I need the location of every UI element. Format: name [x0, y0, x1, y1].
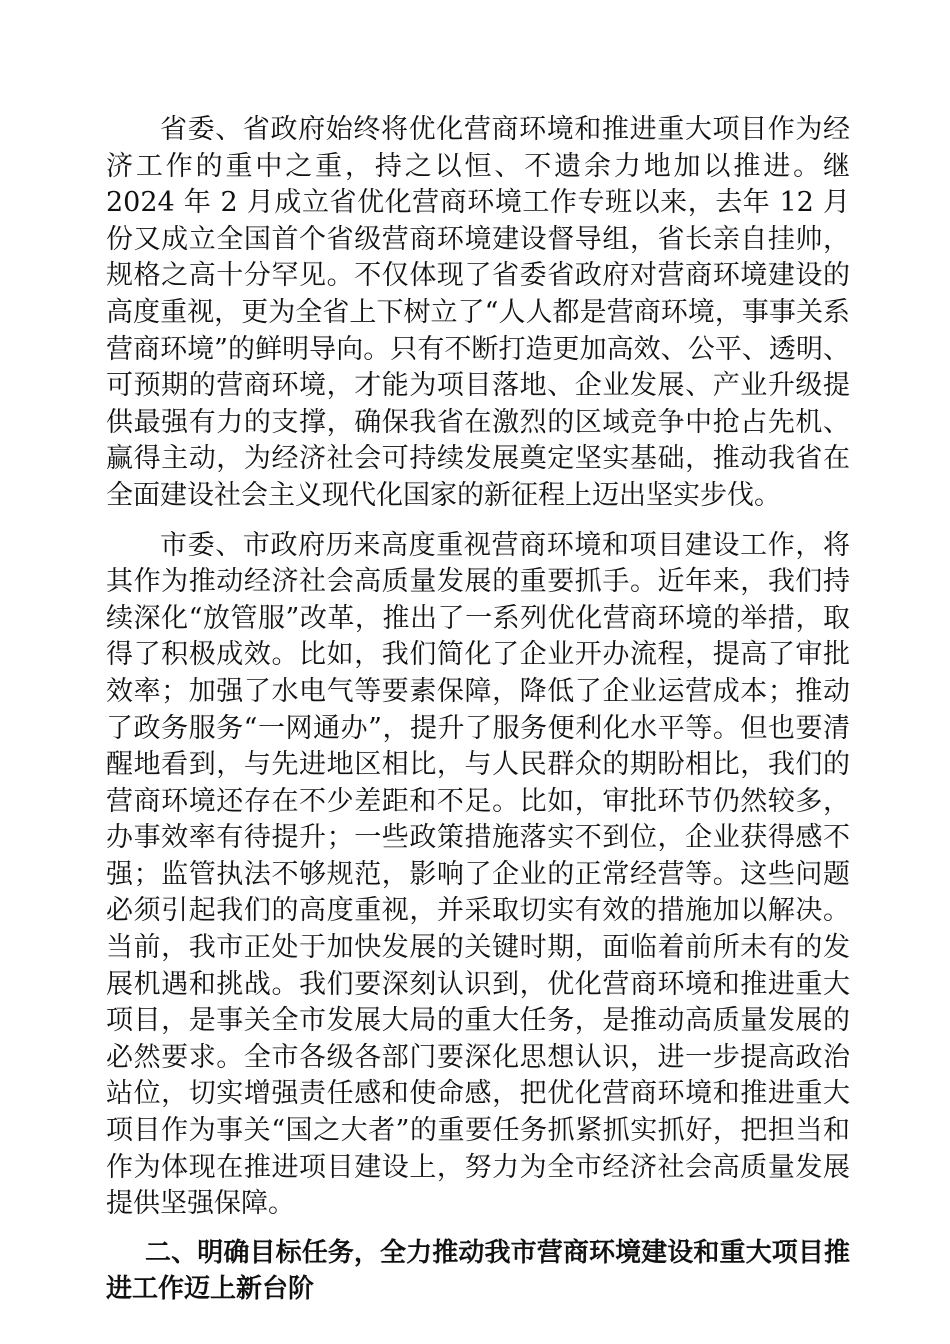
document-body: [106, 112, 850, 1308]
body-paragraph-2: 市委、市政府历来高度重视营商环境和项目建设工作，将其作为推动经济社会高质量发展的重要抓手。近年来，我们持续深化“放管服”改革，推出了一系列优化营商环境的举措，取得了积极成效。比如，我们简化了企业开办流程，提高了审批效率；加强了水电气等要素保障，降低了企业运营成本；推动了政务服务“一网通办”，提升了服务便利化水平等。但也要清醒地看到，与先进地区相比，与人民群众的期盼相比，我们的营商环境还存在不少差距和不足。比如，审批环节仍然较多，办事效率有待提升；一些政策措施落实不到位，企业获得感不强；监管执法不够规范，影响了企业的正常经营等。这些问题必须引起我们的高度重视，并采取切实有效的措施加以解决。当前，我市正处于加快发展的关键时期，面临着前所未有的发展机遇和挑战。我们要深刻认识到，优化营商环境和推进重大项目，是事关全市发展大局的重大任务，是推动高质量发展的必然要求。全市各级各部门要深化思想认识，进一步提高政治站位，切实增强责任感和使命感，把优化营商环境和推进重大项目作为事关“国之大者”的重要任务抓紧抓实抓好，把担当和作为体现在推进项目建设上，努力为全市经济社会高质量发展提供坚强保障。: [106, 529, 850, 1220]
section-heading: 二、明确目标任务，全力推动我市营商环境建设和重大项目推进工作迈上新台阶: [106, 1237, 850, 1305]
body-paragraph-1: 省委、省政府始终将优化营商环境和推进重大项目作为经济工作的重中之重，持之以恒、不遗余力地加以推进。继 2024 年 2 月成立省优化营商环境工作专班以来，去年 12 月份又成立全国首个省级营商环境建设督导组，省长亲自挂帅，规格之高十分罕见。不仅体现了省委省政府对营商环境建设的高度重视，更为全省上下树立了“人人都是营商环境，事事关系营商环境”的鲜明导向。只有不断打造更加高效、公平、透明、可预期的营商环境，才能为项目落地、企业发展、产业升级提供最强有力的支撑，确保我省在激烈的区域竞争中抢占先机、赢得主动，为经济社会可持续发展奠定坚实基础，推动我省在全面建设社会主义现代化国家的新征程上迈出坚实步伐。: [106, 114, 850, 511]
